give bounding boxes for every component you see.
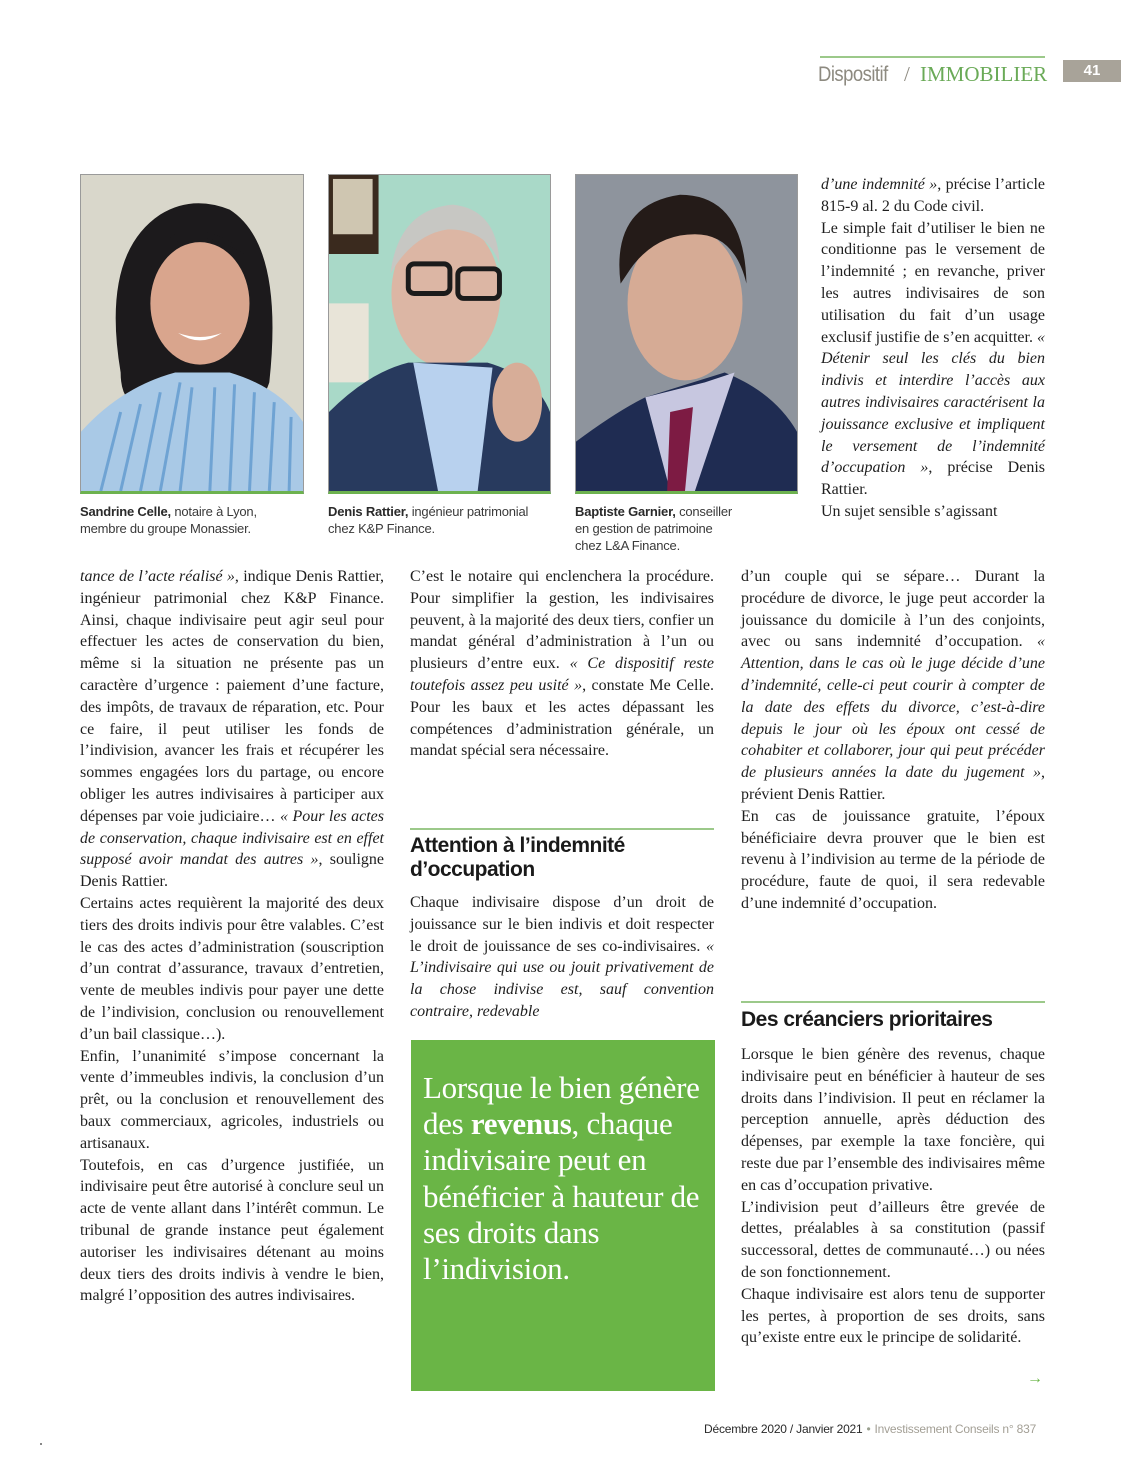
portrait-baptiste-garnier: [575, 174, 798, 494]
paragraph: C’est le notaire qui enclenchera la procédure. Pour simplifier la gestion, les indivisaires peuvent, à la majorité des deux tiers, confier un mandat général d’administration à l’un ou plusieurs d’entre eux. « Ce dispositif reste toutefois assez peu usité », constate Me Celle. Pour les baux et les actes dépassant les compétences d’administration générale, un mandat spécial sera nécessaire.: [410, 568, 714, 760]
footer-bullet: •: [866, 1422, 871, 1436]
header-separator: /: [904, 62, 910, 86]
paragraph: Toutefois, en cas d’urgence justifiée, un indivisaire peut être autorisé à conclure seul un acte de vente allant dans l’intérêt commun. Le tribunal de grande instance peut également autoriser les indivisaires détenant au moins deux tiers des droits indivis à vendre le bien, malgré l’opposition des autres indivisaires.: [80, 1156, 384, 1305]
section-heading-creanciers: Des créanciers prioritaires: [741, 1008, 993, 1031]
portrait-denis-rattier: [328, 174, 551, 494]
pull-quote-text: Lorsque le bien génère des revenus, chaque indivisaire peut en bénéficier à hauteur de ses droits dans l’indivision.: [423, 1070, 700, 1287]
header-section: Dispositif: [818, 63, 888, 86]
paragraph: d’une indemnité », précise l’article 815-9 al. 2 du Code civil.: [821, 176, 1045, 215]
page-mark: [40, 1443, 42, 1445]
paragraph: Certains actes requièrent la majorité des deux tiers des droits indivis pour être valables. C’est le cas des actes d’administration (souscription d’un contrat d’assurance, travaux d’entretien, vente de meubles indivis pour payer une dette de l’indivision, conclusion ou renouvellement d’un bail classique…).: [80, 894, 384, 1043]
page-footer: [704, 1422, 1036, 1436]
section-rule: [741, 1001, 1045, 1003]
article-column-3-bottom: [741, 1044, 1045, 1349]
page-number: 41: [1063, 60, 1121, 82]
paragraph: d’un couple qui se sépare… Durant la procédure de divorce, le juge peut accorder la jouissance du domicile à l’un des conjoints, avec ou sans indemnité d’occupation. « Attention, dans le cas où le juge décide d’une d’indemnité, celle-ci peut courir à compter de la date des effets du divorce, c’est-à-dire depuis le jour où les époux ont cessé de cohabiter et collaborer, jour qui peut précéder de plusieurs années la date du jugement », prévient Denis Rattier.: [741, 568, 1045, 803]
paragraph: En cas de jouissance gratuite, l’époux bénéficiaire devra prouver que le bien est revenu à l’indivision au terme de la période de procédure, faute de quoi, il sera redevable d’une indemnité d’occupation.: [741, 807, 1045, 912]
caption-name: Denis Rattier,: [328, 504, 409, 519]
paragraph: tance de l’acte réalisé », indique Denis Rattier, ingénieur patrimonial chez K&P Finance. Ainsi, chaque indivisaire peut agir seul pour effectuer les actes de conservation du bien, même si la situation ne présente pas un caractère d’urgence : paiement d’une facture, des impôts, de travaux de réparation, etc. Pour ce faire, il peut utiliser les fonds de l’indivision, avancer les frais et récupérer les sommes engagées lors du partage, ou encore obliger les autres indivisaires à participer aux dépenses par voie judiciaire… « Pour les actes de conservation, chaque indivisaire est en effet supposé avoir mandat des autres », souligne Denis Rattier.: [80, 568, 385, 891]
article-column-2-section: [410, 892, 714, 1023]
paragraph: L’indivision peut d’ailleurs être grevée de dettes, préalables à sa constitution (passif successoral, dettes de communauté…) ou nées de son fonctionnement.: [741, 1198, 1045, 1281]
section-rule: [410, 828, 714, 830]
article-column-2: [410, 566, 714, 762]
article-column-3-middle: [741, 566, 1045, 915]
caption-baptiste-garnier: Baptiste Garnier, conseiller en gestion de patrimoine chez L&A Finance.: [575, 504, 732, 553]
paragraph-start: Un sujet sensible s’agissant: [821, 502, 998, 520]
paragraph: Enfin, l’unanimité s’impose concernant la vente d’immeubles indivis, la conclusion d’un prêt, ou la conclusion et renouvellement des baux commerciaux, agricoles, industriels ou artisanaux.: [80, 1047, 384, 1152]
paragraph: Chaque indivisaire dispose d’un droit de jouissance sur le bien indivis et doit respecter le droit de jouissance de ses co-indivisaires. « L’indivisaire qui use ou jouit privativement de la chose indivise est, sauf convention contraire, redevable: [410, 894, 714, 1020]
section-heading-indemnite: Attention à l’indemnité d’occupation: [410, 834, 625, 881]
header-topic: IMMOBILIER: [920, 62, 1048, 86]
article-column-3-top: [821, 174, 1045, 523]
header-rule: [820, 56, 1045, 58]
running-header: [818, 60, 1048, 89]
article-column-1: [80, 566, 384, 1307]
pull-quote-box: [411, 1040, 715, 1391]
caption-name: Sandrine Celle,: [80, 504, 171, 519]
paragraph: Chaque indivisaire est alors tenu de supporter les pertes, à proportion de ses droits, sans qu’existe entre eux le principe de solidarité.: [741, 1285, 1045, 1347]
issue-date: Décembre 2020 / Janvier 2021: [704, 1422, 863, 1436]
caption-sandrine-celle: Sandrine Celle, notaire à Lyon, membre du groupe Monassier.: [80, 504, 257, 536]
magazine-issue: Investissement Conseils n° 837: [874, 1422, 1037, 1436]
continue-arrow-icon: →: [1027, 1370, 1043, 1387]
caption-name: Baptiste Garnier,: [575, 504, 676, 519]
paragraph: Le simple fait d’utiliser le bien ne conditionne pas le versement de l’indemnité ; en revanche, priver les autres indivisaires de son utilisation du fait d’un usage exclusif justifie de s’en acquitter. « Détenir seul les clés du bien indivis et interdire l’accès aux autres indivisaires caractérisent la jouissance exclusive et impliquent le versement de l’indemnité d’occupation », précise Denis Rattier.: [821, 219, 1045, 499]
paragraph: Lorsque le bien génère des revenus, chaque indivisaire peut en bénéficier à hauteur de ses droits dans l’indivision. Il peut en réclamer la perception annuelle, après déduction des dépenses, par exemple la taxe foncière, qui reste due par l’ensemble des indivisaires même en cas d’occupation privative.: [741, 1046, 1045, 1194]
caption-denis-rattier: Denis Rattier, ingénieur patrimonial chez K&P Finance.: [328, 504, 529, 536]
portrait-sandrine-celle: [80, 174, 304, 494]
